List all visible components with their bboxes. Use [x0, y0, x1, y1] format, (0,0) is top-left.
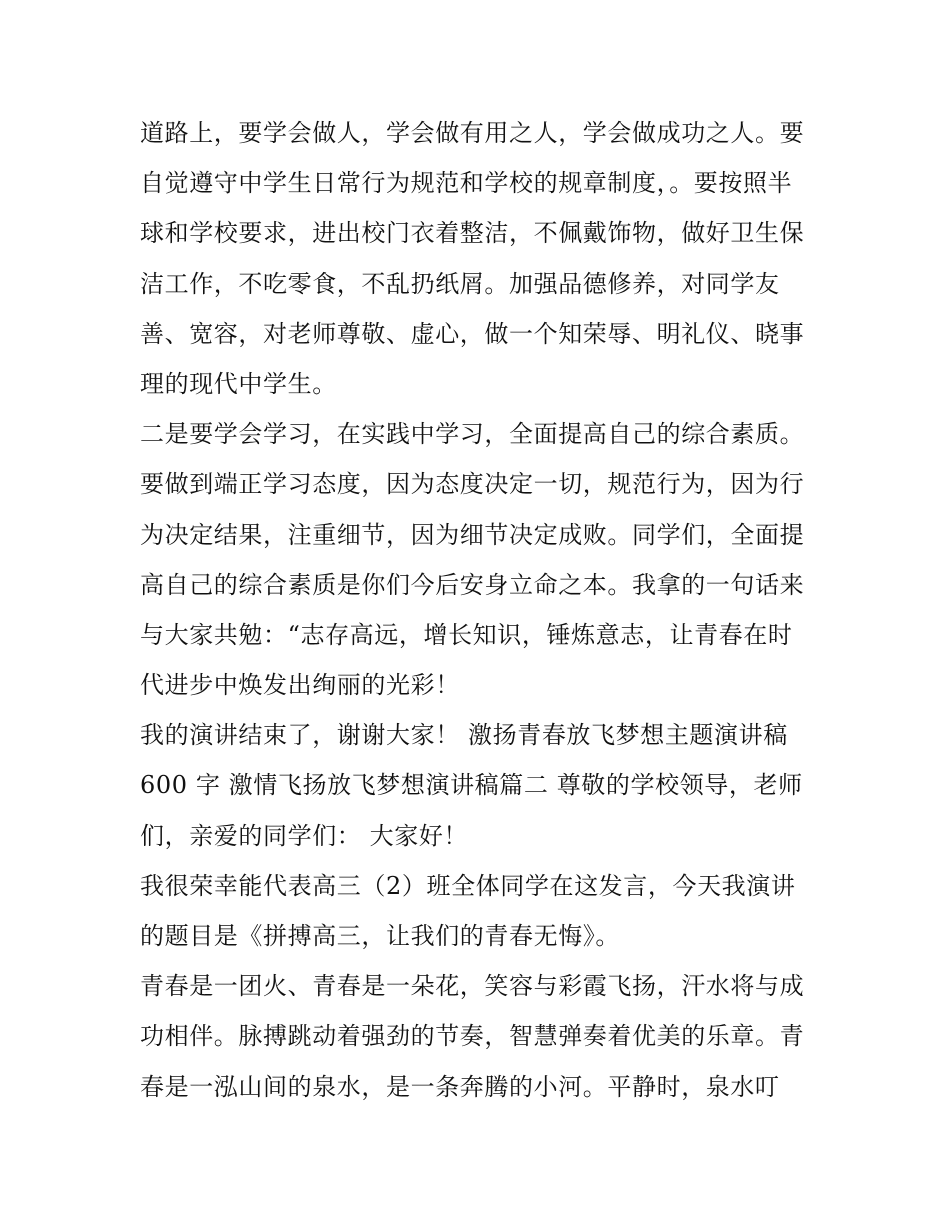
text-line: 我很荣幸能代表高三（2）班全体同学在这发言，今天我演讲: [140, 871, 796, 900]
text-line: 与大家共勉：“志存高远，增长知识，锤炼意志，让青春在时: [140, 620, 793, 649]
text-line: 青春是一团火、青春是一朵花，笑容与彩霞飞扬，汗水将与成: [140, 972, 805, 1001]
text-line: 要做到端正学习态度，因为态度决定一切，规范行为，因为行: [140, 470, 805, 499]
text-line: 球和学校要求，进出校门衣着整洁，不佩戴饰物，做好卫生保: [140, 219, 805, 248]
text-line: 洁工作，不吃零食，不乱扔纸屑。加强品德修养，对同学友: [140, 269, 780, 298]
text-line: 道路上，要学会做人，学会做有用之人，学会做成功之人。要: [140, 119, 805, 147]
document-body: [140, 108, 820, 1112]
text-line: 理的现代中学生。: [140, 369, 337, 398]
text-line: 的题目是《拼搏高三，让我们的青春无悔》。: [140, 922, 620, 950]
text-line: 为决定结果，注重细节，因为细节决定成败。同学们，全面提: [140, 520, 805, 549]
text-line: 二是要学会学习，在实践中学习，全面提高自己的综合素质。: [140, 420, 805, 449]
text-line: 春是一泓山间的泉水，是一条奔腾的小河。平静时，泉水叮: [140, 1072, 780, 1101]
text-line: 们，亲爱的同学们： 大家好！: [140, 821, 469, 850]
text-line: 功相伴。脉搏跳动着强劲的节奏，智慧弹奏着优美的乐章。青: [140, 1022, 805, 1051]
text-line: 善、宽容，对老师尊敬、虚心，做一个知荣辱、明礼仪、晓事: [140, 319, 805, 348]
text-line: 自觉遵守中学生日常行为规范和学校的规章制度，。要按照半: [140, 169, 793, 198]
text-line: 代进步中焕发出绚丽的光彩！: [140, 671, 460, 700]
text-line: 600 字 激情飞扬放飞梦想演讲稿篇二 尊敬的学校领导，老师: [140, 771, 803, 800]
text-line: 高自己的综合素质是你们今后安身立命之本。我拿的一句话来: [140, 570, 805, 599]
text-line: 我的演讲结束了，谢谢大家！ 激扬青春放飞梦想主题演讲稿: [140, 721, 788, 750]
